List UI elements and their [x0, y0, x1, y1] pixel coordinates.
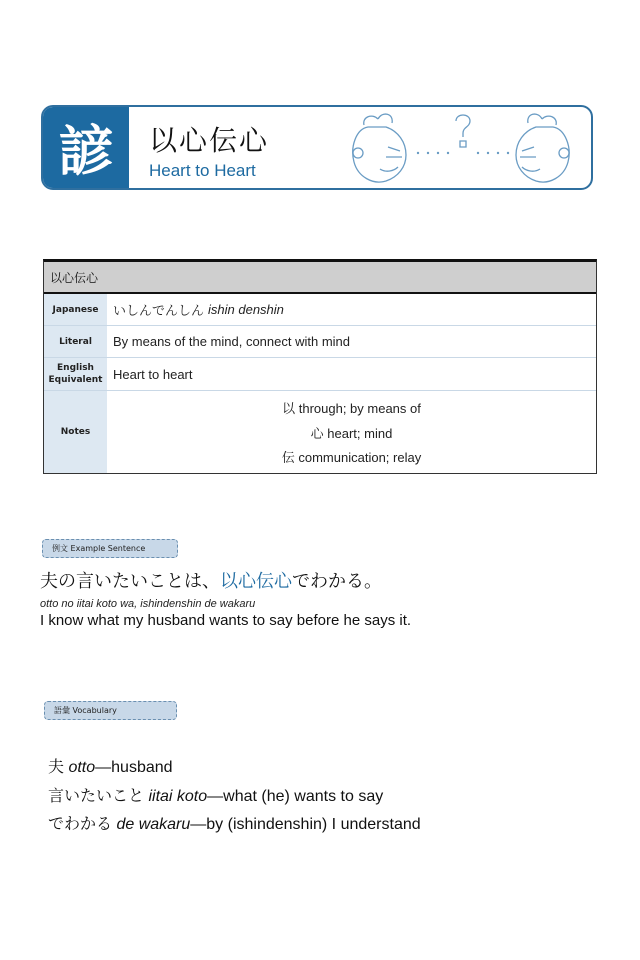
row-label: Notes: [44, 391, 107, 473]
example-english: I know what my husband wants to say before he says it.: [40, 612, 412, 629]
vocab-romaji: de wakaru: [116, 816, 191, 833]
table-row-notes: [44, 391, 596, 473]
example-japanese: [40, 567, 382, 593]
vocab-romaji: otto: [68, 759, 96, 776]
row-label: English Equivalent: [44, 358, 107, 390]
example-romaji: otto no iitai koto wa, ishindenshin de wakaru: [40, 598, 256, 610]
idiom-table: [43, 259, 597, 474]
example-sentence-tag: 例文 Example Sentence: [42, 539, 178, 558]
proverb-badge: 諺: [43, 107, 129, 188]
vocab-meaning: —husband: [95, 759, 173, 776]
japanese-kana: いしんでんしん: [113, 303, 205, 318]
vocab-item: [48, 811, 421, 834]
note-line: 伝 communication; relay: [281, 450, 422, 466]
vocab-item: [48, 754, 173, 777]
two-faces-illustration: [328, 107, 593, 190]
vocab-jp: 言いたいこと: [48, 788, 149, 805]
table-row-english: [44, 358, 596, 391]
header-card: [41, 105, 593, 190]
row-value: [107, 294, 596, 325]
table-row-literal: [44, 326, 596, 358]
row-value: By means of the mind, connect with mind: [113, 334, 351, 349]
page-title: 以心伝心: [149, 124, 270, 157]
vocab-meaning: —by (ishindenshin) I understand: [190, 816, 421, 833]
table-heading: 以心伝心: [44, 262, 596, 294]
row-value: Heart to heart: [113, 366, 193, 382]
vocab-item: [48, 783, 383, 806]
example-jp-before: 夫の言いたいことは、: [40, 571, 220, 592]
vocab-meaning: —what (he) wants to say: [207, 788, 384, 805]
vocab-jp: 夫: [48, 759, 69, 776]
row-value: [107, 391, 596, 473]
example-jp-highlight: 以心伝心: [220, 571, 292, 592]
note-line: 心 heart; mind: [310, 425, 393, 441]
vocab-romaji: iitai koto: [148, 788, 208, 805]
vocab-jp: でわかる: [48, 816, 117, 833]
table-row-japanese: [44, 294, 596, 326]
row-label: Literal: [44, 326, 107, 357]
example-jp-after: でわかる。: [292, 571, 382, 592]
japanese-romaji: ishin denshin: [208, 302, 284, 317]
vocabulary-tag: 語彙 Vocabulary: [44, 701, 177, 720]
row-label: Japanese: [44, 294, 107, 325]
page-subtitle: Heart to Heart: [149, 161, 256, 180]
note-line: 以 through; by means of: [282, 400, 421, 416]
